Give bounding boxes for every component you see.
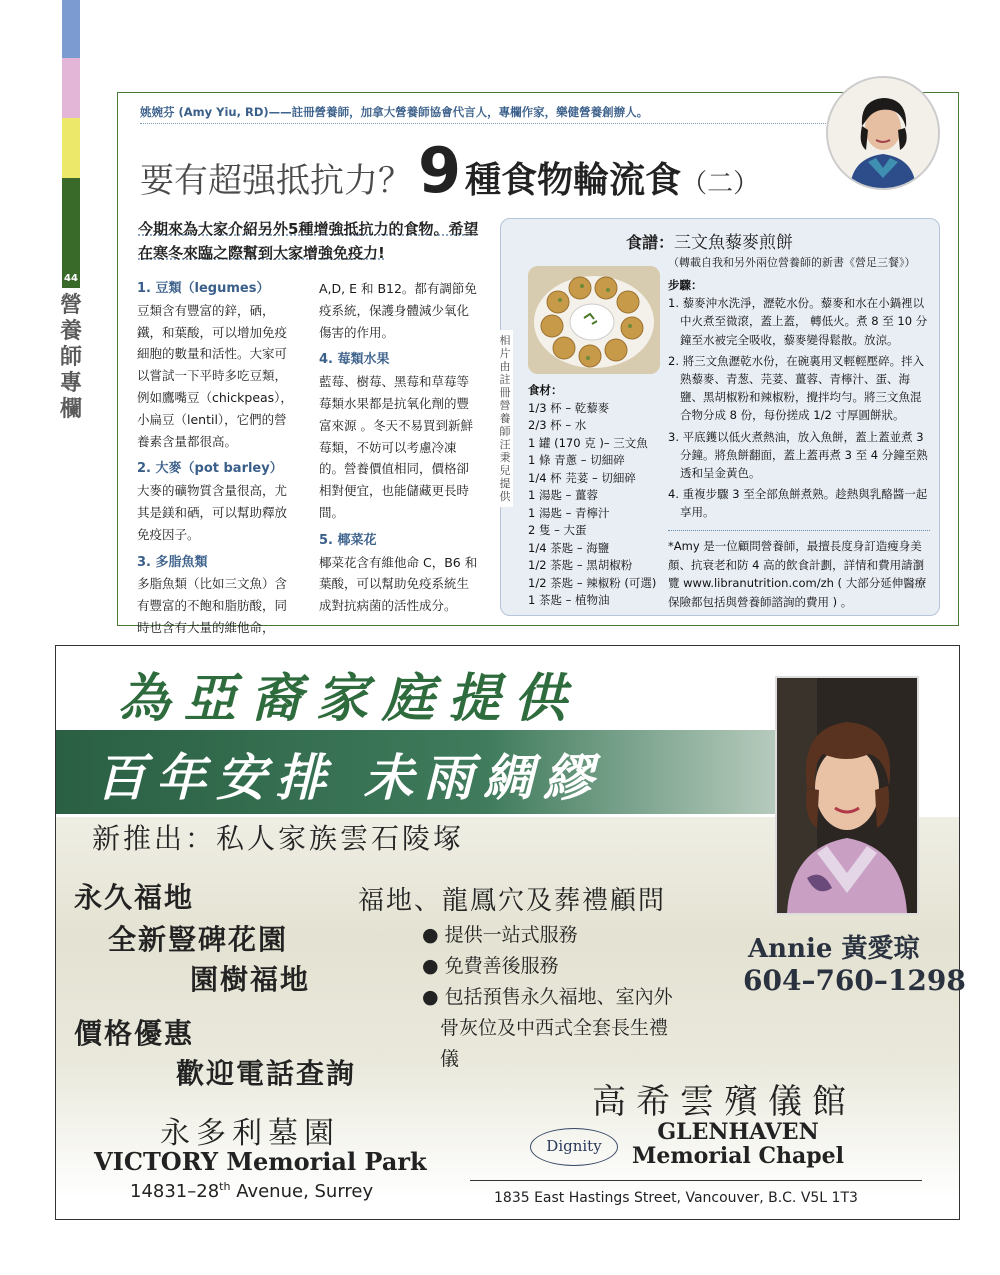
victory-name-en: VICTORY Memorial Park [94,1147,427,1176]
dignity-logo: Dignity [530,1128,618,1166]
side-tab-green [62,178,80,270]
list-item: 1 湯匙 – 薑蓉 [528,488,599,502]
ad-line-call: 歡迎電話查詢 [176,1057,357,1090]
side-tab-yellow [62,118,80,178]
victory-address: 14831–28th Avenue, Surrey [130,1180,374,1202]
list-item: ● 包括預售永久福地、室內外骨灰位及中西式全套長生禮儀 [422,986,673,1070]
recipe-title: 食譜：三文魚藜麥煎餅 [626,233,794,253]
ingredients-title: 食材： [528,383,563,397]
headline-part2: 種食物輪流食 [465,160,682,201]
section-title-legumes: 1. 豆類（legumes） [137,281,270,296]
list-item: 1/4 茶匙 – 海鹽 [528,540,610,555]
services-list [422,920,680,1075]
section-body-fish: 多脂魚類（比如三文魚）含有豐富的不飽和脂肪酸，同時也含有大量的維他命， [137,576,288,635]
list-item: ● 提供一站式服務 [422,924,578,946]
ad-new-launch: 新推出：私人家族雲石陵塚 [92,822,465,855]
column-title: 營養師專欄 [59,292,82,422]
list-item: 2/3 杯 – 水 [528,418,587,432]
recipe-source: （轉載自我和另外兩位營養師的新書《營足三餐》） [668,256,916,269]
section-title-barley: 2. 大麥（pot barley） [137,461,283,477]
side-tab-pink [62,58,80,118]
steps-title: 步驟： [668,278,703,292]
list-item: 1 條 青蔥 – 切細碎 [528,453,625,467]
author-note: *Amy 是一位顧問營養師，最擅長度身訂造瘦身美顏、抗衰老和防 4 高的飲食計劃，詳情和費用請瀏覽 www.libranutrition.com/zh ( 大部分延伸醫療保險都包括與營養師諮詢的費用 ) 。 [668,539,927,609]
ingredients-list [528,382,656,610]
headline-part3: （二） [681,169,760,199]
list-item: 1/4 杯 芫荽 – 切細碎 [528,470,636,485]
byline-divider [140,123,830,124]
ad-line-permanent: 永久福地 [74,881,195,914]
list-item: ● 免費善後服務 [422,955,559,977]
steps-list [668,276,930,525]
article-intro: 今期來為大家介紹另外5種增強抵抗力的食物。希望在寒冬來臨之際幫到大家增強免疫力! [138,220,479,262]
note-divider [668,530,930,531]
headline-number: 9 [418,134,460,207]
side-tab-blue [62,0,80,58]
list-item: 1/3 杯 – 乾藜麥 [528,400,610,415]
list-item: 1 茶匙 – 植物油 [528,593,610,607]
section-body-barley: 大麥的礦物質含量很高，尤其是鎂和硒，可以幫助釋放免疫因子。 [137,483,288,542]
author-byline: 姚婉芬 (Amy Yiu, RD)——註冊營養師，加拿大營養師協會代言人，專欄作家，樂健營養創辦人。 [140,105,649,119]
services-title: 福地、龍鳳穴及葬禮顧問 [358,886,667,916]
section-title-berries: 4. 莓類水果 [319,352,390,368]
glenhaven-address: 1835 East Hastings Street, Vancouver, B.C. V5L 1T3 [494,1190,858,1206]
dish-photo [528,266,660,374]
photo-credit: 相片由註冊營養師汪秉兒提供 [497,330,513,507]
glenhaven-divider [470,1180,922,1181]
headline [140,134,760,207]
headline-part1: 要有超强抵抗力？ [140,161,412,201]
article-column-2 [319,278,479,617]
contact-phone: 604–760–1298 [743,964,966,997]
list-item: 1/2 茶匙 – 黑胡椒粉 [528,558,633,572]
list-item: 4. 重複步驟 3 至全部魚餅煮熟。趁熱與乳酪醬一起享用。 [668,487,928,520]
list-item: 1 罐 (170 克 )– 三文魚 [528,435,648,450]
section-body-fish-cont: A,D, E 和 B12。都有調節免疫系統，保護身體減少氧化傷害的作用。 [319,281,477,340]
list-item: 3. 平底鑊以低火煮熱油，放入魚餅，蓋上蓋並煮 3 分鐘。將魚餅翻面，蓋上蓋再煮 3 至 4 分鐘至熟透和呈金黃色。 [668,429,928,481]
ad-line-price: 價格優惠 [74,1017,195,1050]
ad-headline-2: 百年安排 未雨綢繆 [96,748,604,807]
section-title-cauliflower: 5. 椰菜花 [319,532,377,548]
section-title-fish: 3. 多脂魚類 [137,554,208,570]
list-item: 1/2 茶匙 – 辣椒粉 (可選) [528,575,657,590]
section-body-cauliflower: 椰菜花含有維他命 C，B6 和葉酸，可以幫助免疫系統生成對抗病菌的活性成分。 [319,554,478,614]
list-item: 2 隻 – 大蛋 [528,523,587,537]
list-item: 1 湯匙 – 青檸汁 [528,505,610,520]
list-item: 1. 藜麥沖水洗淨，瀝乾水份。藜麥和水在小鍋裡以中火煮至微滾，蓋上蓋， 轉低火。煮 8 至 10 分鐘至水被完全吸收，藜麥變得鬆散。放涼。 [668,296,928,347]
glenhaven-name-zh: 高希雲殯儀館 [592,1082,856,1122]
page-number: 44 [62,270,80,288]
ad-headline-1: 為亞裔家庭提供 [118,668,581,729]
glenhaven-name-en: GLENHAVEN Memorial Chapel [632,1119,845,1169]
section-body-berries: 藍莓、樹莓、黑莓和草莓等莓類水果都是抗氧化劑的豐富來源 。冬天不易買到新鮮莓類，不妨可以考慮冷凍的。營養價值相同，價格卻相對便宜，也能儲藏更長時間。 [319,374,473,520]
ad-line-tree: 園樹福地 [190,963,311,996]
ad-line-garden: 全新豎碑花園 [108,923,289,956]
section-body-legumes: 豆類含有豐富的鋅，硒，鐵，和葉酸，可以增加免疫細胞的數量和活性。大家可以嘗試一下平時多吃豆類，例如鷹嘴豆（chickpeas），小扁豆（lentil），它們的營養素含量都很高。 [137,302,293,449]
list-item: 2. 將三文魚瀝乾水份，在碗裏用叉輕輕壓碎。拌入熟藜麥、青葱、芫荽、薑蓉、青檸汁、蛋、海鹽、黑胡椒粉和辣椒粉，攪拌均勻。將三文魚混合物分成 8 份，每份搓成 1/2 寸厚圓餅狀。 [668,353,925,423]
contact-name: Annie 黃愛琼 [748,934,920,964]
contact-photo [775,676,919,915]
author-photo [826,76,940,190]
article-column-1 [137,272,297,639]
victory-name-zh: 永多利墓園 [160,1116,340,1151]
